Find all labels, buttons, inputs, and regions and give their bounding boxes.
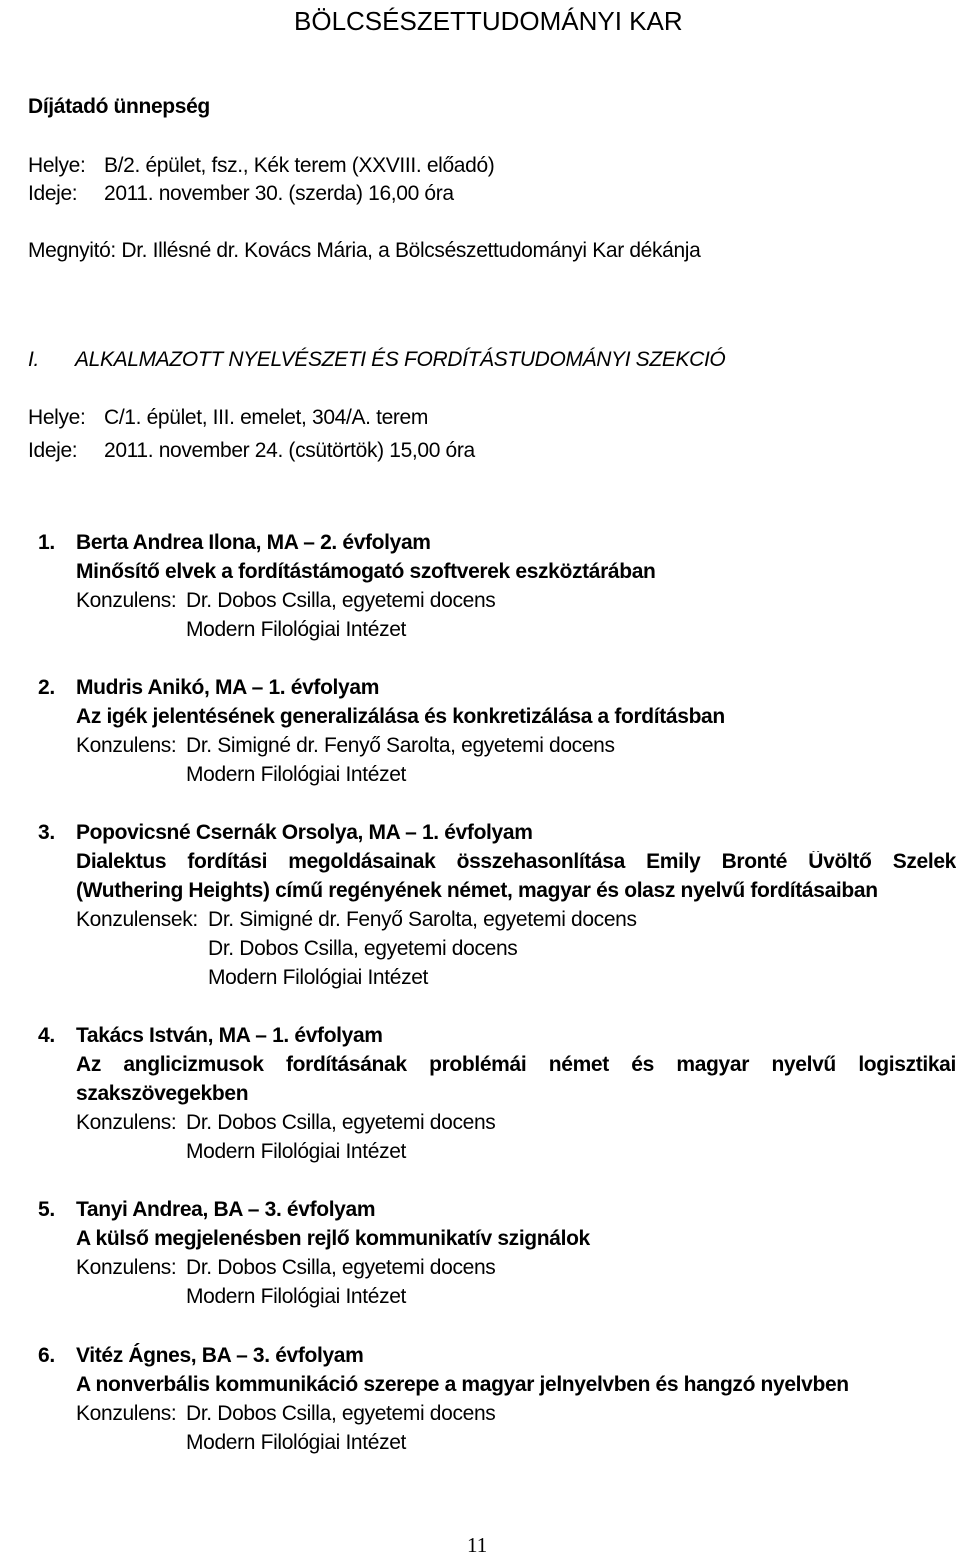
ceremony-venue-label: Helye:	[28, 154, 86, 177]
entry-advisor-label: Konzulens:	[76, 1111, 177, 1134]
entry-advisor-label: Konzulens:	[76, 1402, 177, 1425]
entry-number: 5.	[38, 1198, 55, 1221]
ceremony-opener: Megnyitó: Dr. Illésné dr. Kovács Mária, a Bölcsészettudományi Kar dékánja	[28, 239, 701, 262]
entry-advisor: Dr. Dobos Csilla, egyetemi docens	[186, 1111, 496, 1134]
faculty-title: BÖLCSÉSZETTUDOMÁNYI KAR	[294, 6, 683, 36]
entry-student: Vitéz Ágnes, BA – 3. évfolyam	[76, 1344, 364, 1367]
section-title: ALKALMAZOTT NYELVÉSZETI ÉS FORDÍTÁSTUDOMÁNYI SZEKCIÓ	[75, 348, 726, 371]
entry-advisor-label: Konzulens:	[76, 1256, 177, 1279]
entry-institute: Modern Filológiai Intézet	[186, 1431, 407, 1454]
entry-title: Dialektus fordítási megoldásainak összehasonlítása Emily Bronté Üvöltő Szelek	[76, 851, 956, 873]
entry-student: Berta Andrea Ilona, MA – 2. évfolyam	[76, 531, 431, 554]
entry-title: A külső megjelenésben rejlő kommunikatív szignálok	[76, 1227, 590, 1250]
entry-advisor: Dr. Dobos Csilla, egyetemi docens	[208, 937, 518, 960]
page-number: 11	[467, 1533, 488, 1557]
ceremony-time: 2011. november 30. (szerda) 16,00 óra	[104, 182, 454, 205]
entry-student: Popovicsné Csernák Orsolya, MA – 1. évfolyam	[76, 821, 533, 844]
entry-student: Mudris Anikó, MA – 1. évfolyam	[76, 676, 380, 699]
entry-title: A nonverbális kommunikáció szerepe a magyar jelnyelvben és hangzó nyelvben	[76, 1373, 849, 1396]
entry-advisor-label: Konzulens:	[76, 589, 177, 612]
entry-advisor: Dr. Simigné dr. Fenyő Sarolta, egyetemi docens	[186, 734, 615, 757]
entry-number: 3.	[38, 821, 55, 844]
entry-title: (Wuthering Heights) című regényének német, magyar és olasz nyelvű fordításaiban	[76, 879, 878, 902]
entry-advisor: Dr. Dobos Csilla, egyetemi docens	[186, 1256, 496, 1279]
entry-advisor-label: Konzulensek:	[76, 908, 198, 931]
entry-title: Az anglicizmusok fordításának problémái német és magyar nyelvű logisztikai	[76, 1054, 956, 1076]
section-number: I.	[28, 348, 39, 371]
entry-advisor: Dr. Dobos Csilla, egyetemi docens	[186, 1402, 496, 1425]
entry-institute: Modern Filológiai Intézet	[186, 1140, 407, 1163]
entry-title: Minősítő elvek a fordítástámogató szoftverek eszköztárában	[76, 560, 656, 583]
entry-advisor-label: Konzulens:	[76, 734, 177, 757]
entry-institute: Modern Filológiai Intézet	[186, 763, 407, 786]
entry-advisor: Dr. Dobos Csilla, egyetemi docens	[186, 589, 496, 612]
entry-number: 6.	[38, 1344, 55, 1367]
entry-number: 4.	[38, 1024, 55, 1047]
entry-institute: Modern Filológiai Intézet	[186, 1285, 407, 1308]
ceremony-heading: Díjátadó ünnepség	[28, 95, 210, 118]
ceremony-venue: B/2. épület, fsz., Kék terem (XXVIII. előadó)	[104, 154, 495, 177]
ceremony-time-label: Ideje:	[28, 182, 78, 205]
entry-institute: Modern Filológiai Intézet	[208, 966, 429, 989]
entry-advisor: Dr. Simigné dr. Fenyő Sarolta, egyetemi docens	[208, 908, 637, 931]
section-time-label: Ideje:	[28, 439, 78, 462]
entry-institute: Modern Filológiai Intézet	[186, 618, 407, 641]
entry-title: Az igék jelentésének generalizálása és konkretizálása a fordításban	[76, 705, 725, 728]
section-venue: C/1. épület, III. emelet, 304/A. terem	[104, 406, 429, 429]
entry-student: Takács István, MA – 1. évfolyam	[76, 1024, 383, 1047]
entry-student: Tanyi Andrea, BA – 3. évfolyam	[76, 1198, 376, 1221]
entry-number: 1.	[38, 531, 55, 554]
section-venue-label: Helye:	[28, 406, 86, 429]
entry-number: 2.	[38, 676, 55, 699]
section-time: 2011. november 24. (csütörtök) 15,00 óra	[104, 439, 475, 462]
entry-title: szakszövegekben	[76, 1082, 249, 1105]
